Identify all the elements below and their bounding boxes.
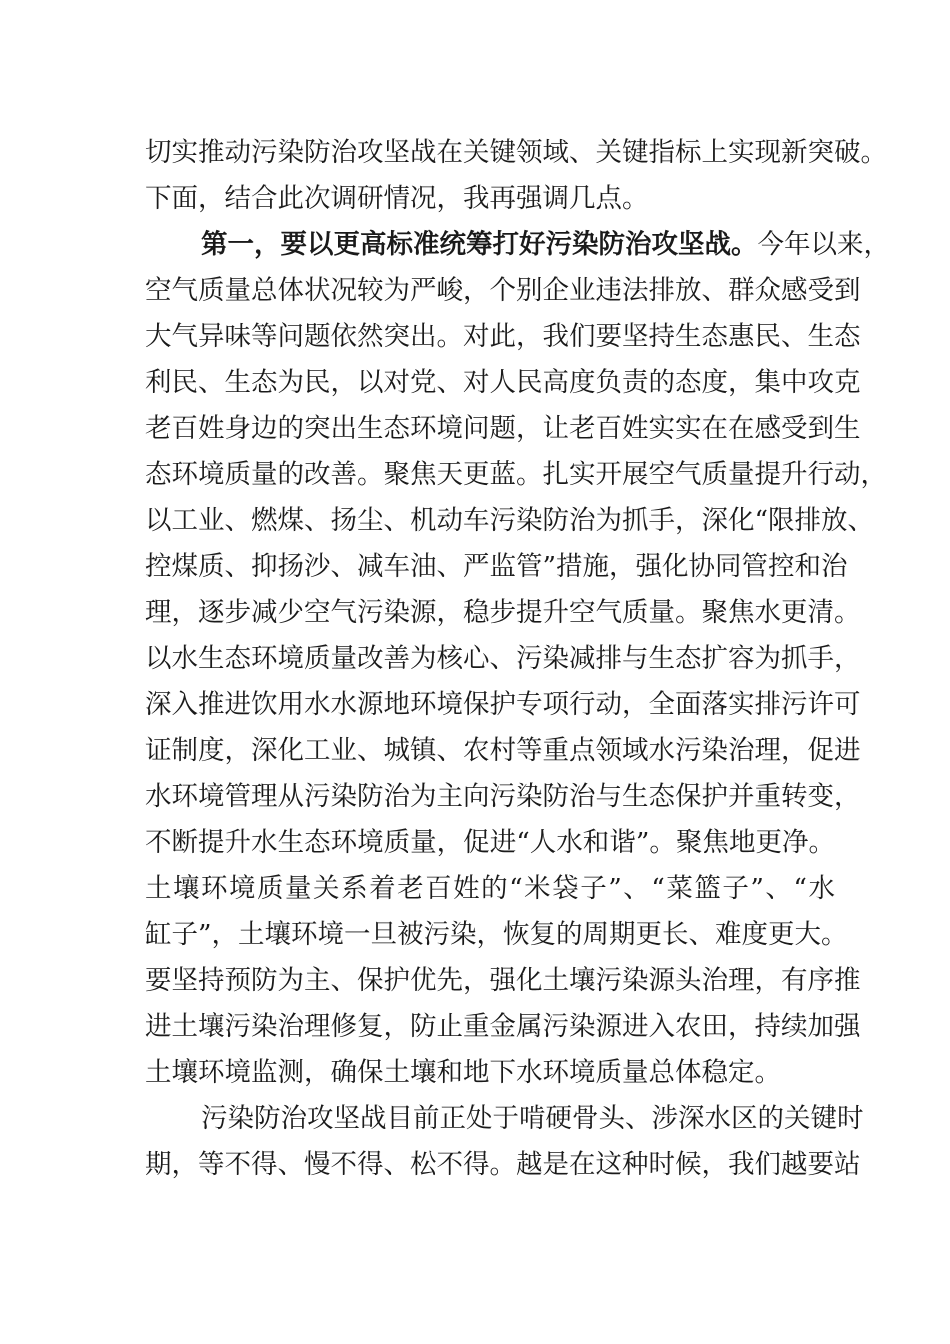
text-line: 深入推进饮用水水源地环境保护专项行动，全面落实排污许可 [145, 689, 861, 720]
paragraph-heading-line [145, 222, 890, 268]
text-line: 不断提升水生态环境质量，促进“人水和谐”。聚焦地更净。 [145, 827, 835, 858]
text-line: 老百姓身边的突出生态环境问题，让老百姓实实在在感受到生 [145, 413, 861, 444]
text-line: 土壤环境质量关系着老百姓的“米袋子”、“菜篮子”、“水 [145, 873, 835, 904]
text-line: 进土壤污染治理修复，防止重金属污染源进入农田，持续加强 [145, 1011, 861, 1042]
text-line: 以工业、燃煤、扬尘、机动车污染防治为抓手，深化“限排放、 [145, 505, 875, 536]
paragraph-heading: 第一，要以更高标准统筹打好污染防治攻坚战。 [201, 229, 758, 260]
text-line: 污染防治攻坚战目前正处于啃硬骨头、涉深水区的关键时 [201, 1103, 864, 1134]
text-line: 缸子”，土壤环境一旦被污染，恢复的周期更长、难度更大。 [145, 919, 848, 950]
text-line: 利民、生态为民，以对党、对人民高度负责的态度，集中攻克 [145, 367, 861, 398]
text-line: 土壤环境监测，确保土壤和地下水环境质量总体稳定。 [145, 1057, 781, 1088]
paragraph-heading-tail: 今年以来， [757, 229, 890, 260]
text-line: 大气异味等问题依然突出。对此，我们要坚持生态惠民、生态 [145, 321, 861, 352]
text-line: 水环境管理从污染防治为主向污染防治与生态保护并重转变， [145, 781, 861, 812]
text-line: 控煤质、抑扬沙、减车油、严监管”措施，强化协同管控和治 [145, 551, 848, 582]
text-line: 态环境质量的改善。聚焦天更蓝。扎实开展空气质量提升行动， [145, 459, 887, 490]
body-text [145, 130, 890, 1188]
text-line: 理，逐步减少空气污染源，稳步提升空气质量。聚焦水更清。 [145, 597, 861, 628]
text-line: 证制度，深化工业、城镇、农村等重点领域水污染治理，促进 [145, 735, 861, 766]
text-line: 空气质量总体状况较为严峻，个别企业违法排放、群众感受到 [145, 275, 861, 306]
text-line: 切实推动污染防治攻坚战在关键领域、关键指标上实现新突破。 [145, 137, 887, 168]
text-line: 要坚持预防为主、保护优先，强化土壤污染源头治理，有序推 [145, 965, 861, 996]
text-line: 以水生态环境质量改善为核心、污染减排与生态扩容为抓手， [145, 643, 861, 674]
text-line: 期，等不得、慢不得、松不得。越是在这种时候，我们越要站 [145, 1149, 861, 1180]
text-line: 下面，结合此次调研情况，我再强调几点。 [145, 183, 649, 214]
